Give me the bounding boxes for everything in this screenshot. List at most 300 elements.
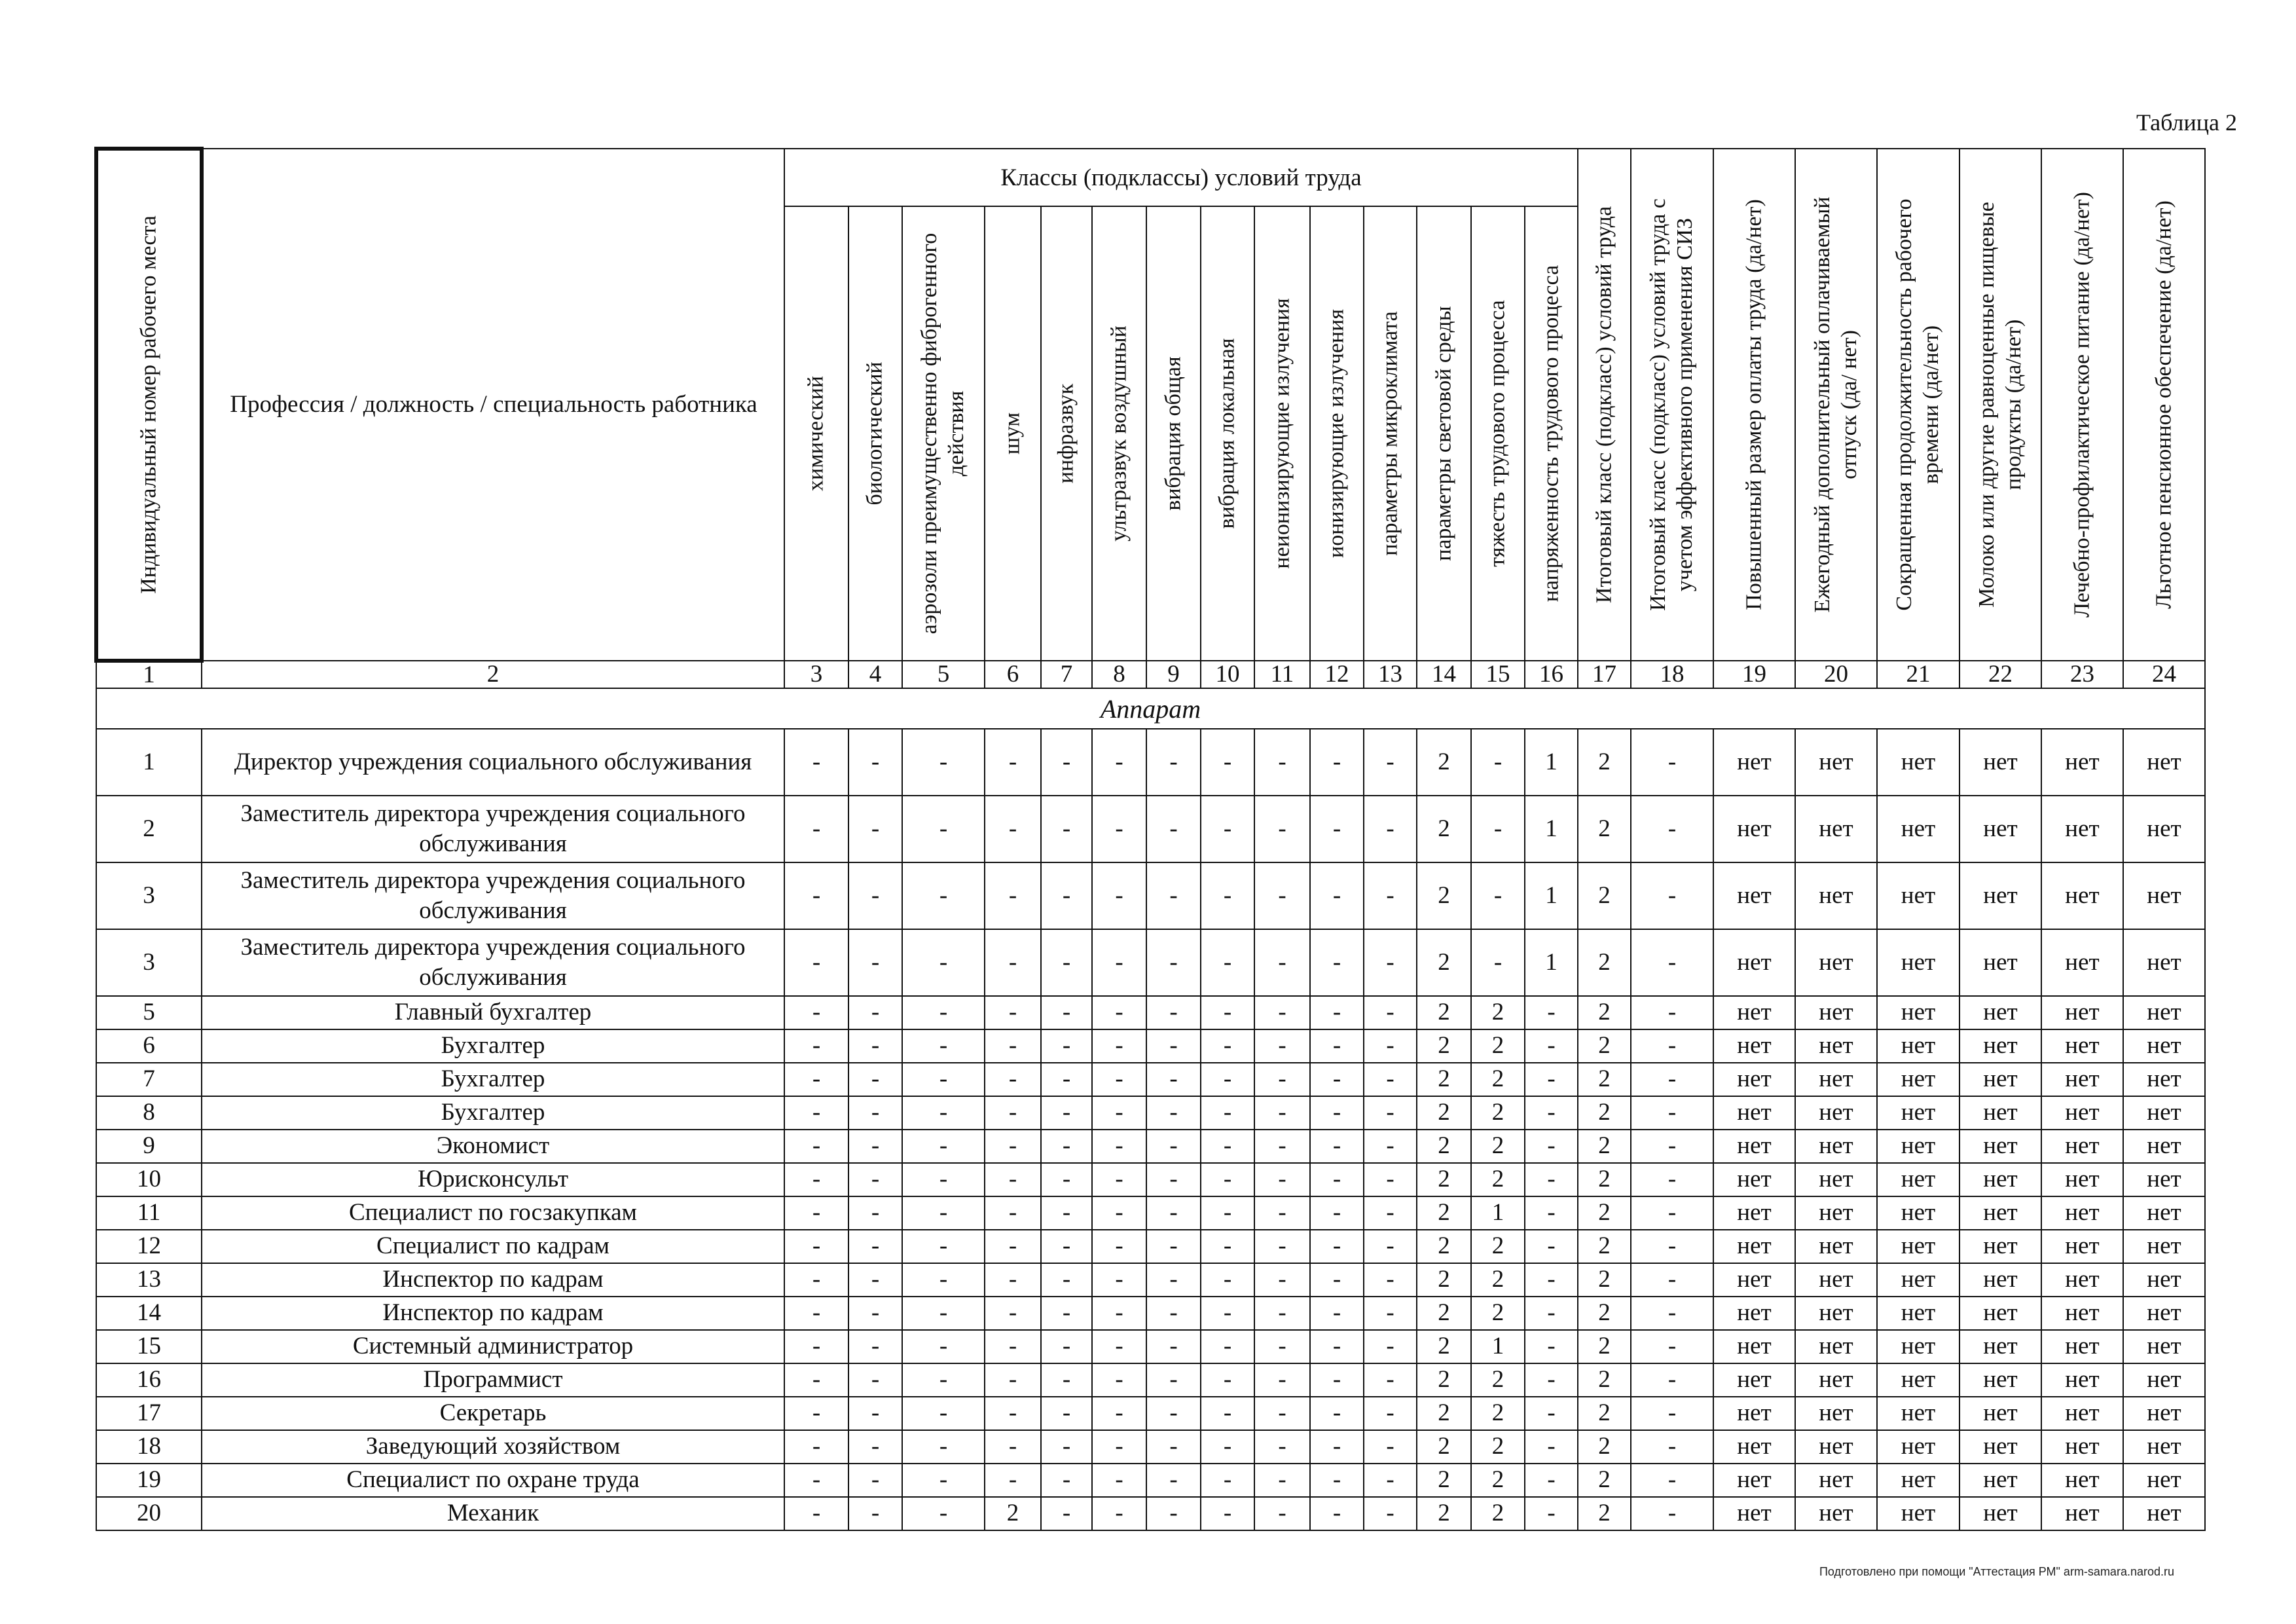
value-cell: -: [1201, 1497, 1254, 1530]
value-cell: -: [1631, 996, 1713, 1029]
value-cell: 2: [1578, 1029, 1631, 1063]
value-cell: нет: [1795, 1363, 1877, 1397]
value-cell: нет: [1877, 862, 1959, 929]
value-cell: -: [1364, 862, 1417, 929]
value-cell: нет: [2123, 1397, 2205, 1430]
factor-header-10-label: вибрация локальная: [1214, 338, 1239, 529]
value-cell: -: [1254, 729, 1310, 796]
value-cell: нет: [1713, 996, 1795, 1029]
value-cell: -: [1525, 1330, 1578, 1363]
value-cell: -: [902, 1029, 985, 1063]
workplace-number-cell: 19: [96, 1464, 202, 1497]
value-cell: -: [1254, 1063, 1310, 1096]
value-cell: 1: [1525, 796, 1578, 862]
value-cell: -: [902, 996, 985, 1029]
value-cell: -: [784, 1363, 848, 1397]
value-cell: -: [1310, 929, 1364, 996]
value-cell: 2: [1578, 1230, 1631, 1263]
value-cell: -: [1201, 1363, 1254, 1397]
workplace-number-cell: 14: [96, 1297, 202, 1330]
value-cell: нет: [1877, 1497, 1959, 1530]
value-cell: нет: [2123, 1297, 2205, 1330]
value-cell: 2: [1471, 1430, 1525, 1464]
value-cell: -: [1201, 1163, 1254, 1196]
summary-header-21-label: Сокращенная продолжительность рабочего времени (да/нет): [1892, 198, 1943, 611]
value-cell: нет: [1795, 1330, 1877, 1363]
value-cell: нет: [2123, 1029, 2205, 1063]
value-cell: нет: [2041, 1130, 2123, 1163]
value-cell: -: [985, 1363, 1041, 1397]
value-cell: -: [1631, 1330, 1713, 1363]
value-cell: 2: [1471, 1029, 1525, 1063]
value-cell: 2: [1417, 1063, 1471, 1096]
value-cell: нет: [1795, 1297, 1877, 1330]
value-cell: нет: [1713, 1497, 1795, 1530]
value-cell: -: [985, 1063, 1041, 1096]
workplace-number-cell: 12: [96, 1230, 202, 1263]
value-cell: -: [1310, 1430, 1364, 1464]
column-number: 7: [1041, 661, 1092, 688]
value-cell: 2: [1471, 1230, 1525, 1263]
value-cell: -: [1146, 996, 1201, 1029]
profession-cell: Бухгалтер: [202, 1096, 784, 1130]
value-cell: -: [1146, 1263, 1201, 1297]
value-cell: нет: [2041, 1230, 2123, 1263]
value-cell: -: [1092, 1029, 1146, 1063]
value-cell: -: [1631, 796, 1713, 862]
value-cell: -: [1092, 1430, 1146, 1464]
column-number: 20: [1795, 661, 1877, 688]
value-cell: нет: [1713, 1196, 1795, 1230]
value-cell: -: [1092, 1130, 1146, 1163]
value-cell: -: [985, 1330, 1041, 1363]
factor-header-5: [902, 206, 985, 661]
value-cell: -: [1201, 996, 1254, 1029]
profession-cell: Бухгалтер: [202, 1063, 784, 1096]
value-cell: -: [902, 1230, 985, 1263]
value-cell: 2: [1578, 1330, 1631, 1363]
value-cell: -: [1471, 862, 1525, 929]
table-row: [96, 929, 2205, 996]
value-cell: -: [1146, 1196, 1201, 1230]
value-cell: 2: [1471, 1464, 1525, 1497]
value-cell: -: [1201, 1430, 1254, 1464]
value-cell: -: [1146, 796, 1201, 862]
value-cell: нет: [2123, 1130, 2205, 1163]
profession-cell: Специалист по госзакупкам: [202, 1196, 784, 1230]
column-number-row: [96, 661, 2205, 688]
value-cell: -: [1041, 929, 1092, 996]
value-cell: нет: [1795, 1063, 1877, 1096]
value-cell: -: [1146, 1363, 1201, 1397]
value-cell: -: [1254, 862, 1310, 929]
value-cell: -: [1364, 1430, 1417, 1464]
summary-header-21: [1877, 149, 1959, 661]
value-cell: нет: [1795, 1430, 1877, 1464]
value-cell: -: [1525, 1430, 1578, 1464]
value-cell: нет: [2123, 996, 2205, 1029]
value-cell: нет: [2041, 1330, 2123, 1363]
value-cell: 2: [1417, 1130, 1471, 1163]
profession-cell: Заместитель директора учреждения социального обслуживания: [202, 796, 784, 862]
workplace-number-cell: 17: [96, 1397, 202, 1430]
table-header: [96, 149, 2205, 688]
value-cell: -: [902, 1497, 985, 1530]
value-cell: -: [1041, 1430, 1092, 1464]
value-cell: -: [1201, 729, 1254, 796]
value-cell: нет: [1795, 1397, 1877, 1430]
value-cell: -: [1041, 1297, 1092, 1330]
value-cell: -: [1525, 1163, 1578, 1196]
table-row: [96, 1029, 2205, 1063]
value-cell: нет: [2123, 796, 2205, 862]
value-cell: нет: [1959, 1330, 2041, 1363]
value-cell: нет: [1959, 929, 2041, 996]
value-cell: -: [1146, 1464, 1201, 1497]
value-cell: -: [1310, 996, 1364, 1029]
workplace-number-cell: 20: [96, 1497, 202, 1530]
value-cell: -: [1041, 1163, 1092, 1196]
value-cell: 2: [1471, 1497, 1525, 1530]
value-cell: 2: [1578, 1163, 1631, 1196]
summary-header-23: [2041, 149, 2123, 661]
value-cell: -: [902, 1430, 985, 1464]
value-cell: -: [848, 1297, 902, 1330]
value-cell: -: [848, 1363, 902, 1397]
value-cell: -: [1364, 1397, 1417, 1430]
value-cell: нет: [1795, 862, 1877, 929]
value-cell: нет: [1877, 1163, 1959, 1196]
value-cell: 2: [1417, 1330, 1471, 1363]
value-cell: нет: [1959, 1497, 2041, 1530]
value-cell: -: [1092, 1363, 1146, 1397]
value-cell: -: [1310, 1230, 1364, 1263]
value-cell: 2: [1417, 1363, 1471, 1397]
profession-cell: Заместитель директора учреждения социального обслуживания: [202, 862, 784, 929]
value-cell: -: [985, 1464, 1041, 1497]
value-cell: -: [1092, 1063, 1146, 1096]
value-cell: нет: [2123, 1330, 2205, 1363]
value-cell: -: [784, 729, 848, 796]
value-cell: -: [1146, 729, 1201, 796]
value-cell: -: [985, 1029, 1041, 1063]
value-cell: нет: [1713, 1029, 1795, 1063]
value-cell: -: [1310, 862, 1364, 929]
value-cell: нет: [1959, 1063, 2041, 1096]
column-number: 1: [96, 661, 202, 688]
value-cell: нет: [2123, 929, 2205, 996]
value-cell: нет: [1795, 1163, 1877, 1196]
value-cell: нет: [1713, 1230, 1795, 1263]
workplace-number-cell: 11: [96, 1196, 202, 1230]
column-number: 6: [985, 661, 1041, 688]
value-cell: -: [1092, 996, 1146, 1029]
workplace-number-cell: 3: [96, 929, 202, 996]
value-cell: нет: [1959, 1230, 2041, 1263]
value-cell: нет: [2041, 996, 2123, 1029]
value-cell: -: [1631, 1397, 1713, 1430]
value-cell: -: [902, 1196, 985, 1230]
value-cell: нет: [1877, 1397, 1959, 1430]
value-cell: 2: [1578, 1430, 1631, 1464]
value-cell: нет: [2123, 1263, 2205, 1297]
value-cell: нет: [2041, 1096, 2123, 1130]
table-row: [96, 1096, 2205, 1130]
factor-header-6: [985, 206, 1041, 661]
workplace-number-cell: 1: [96, 729, 202, 796]
value-cell: -: [1146, 1430, 1201, 1464]
value-cell: -: [985, 1130, 1041, 1163]
value-cell: -: [1364, 1063, 1417, 1096]
value-cell: 2: [1578, 1397, 1631, 1430]
column-number: 21: [1877, 661, 1959, 688]
factor-header-14-label: параметры световой среды: [1431, 306, 1456, 561]
value-cell: -: [848, 1464, 902, 1497]
value-cell: -: [1364, 729, 1417, 796]
value-cell: -: [1310, 1196, 1364, 1230]
column-number: 15: [1471, 661, 1525, 688]
value-cell: нет: [1713, 1263, 1795, 1297]
value-cell: -: [985, 729, 1041, 796]
value-cell: нет: [1713, 1063, 1795, 1096]
value-cell: нет: [1795, 729, 1877, 796]
factor-header-11-label: неионизирующие излучения: [1269, 298, 1294, 569]
value-cell: 2: [1578, 729, 1631, 796]
value-cell: -: [902, 929, 985, 996]
table-row: [96, 996, 2205, 1029]
value-cell: -: [1364, 1029, 1417, 1063]
value-cell: 2: [1578, 1464, 1631, 1497]
value-cell: -: [848, 1263, 902, 1297]
value-cell: -: [1631, 1263, 1713, 1297]
factor-header-4-label: биологический: [862, 361, 887, 506]
value-cell: -: [1364, 1230, 1417, 1263]
value-cell: -: [1364, 1096, 1417, 1130]
value-cell: -: [1041, 862, 1092, 929]
value-cell: -: [1041, 1063, 1092, 1096]
value-cell: -: [1310, 729, 1364, 796]
value-cell: -: [784, 1330, 848, 1363]
profession-cell: Главный бухгалтер: [202, 996, 784, 1029]
column-number: 9: [1146, 661, 1201, 688]
value-cell: -: [1041, 1497, 1092, 1530]
value-cell: -: [1631, 1130, 1713, 1163]
column-number: 18: [1631, 661, 1713, 688]
value-cell: -: [1525, 1130, 1578, 1163]
value-cell: -: [848, 1430, 902, 1464]
value-cell: -: [1092, 929, 1146, 996]
value-cell: -: [1041, 1363, 1092, 1397]
value-cell: нет: [1713, 1130, 1795, 1163]
value-cell: -: [784, 1196, 848, 1230]
summary-header-22: [1959, 149, 2041, 661]
value-cell: нет: [1877, 729, 1959, 796]
value-cell: нет: [2041, 1397, 2123, 1430]
value-cell: 2: [1471, 1163, 1525, 1196]
value-cell: -: [848, 929, 902, 996]
workplace-number-header-label: Индивидуальный номер рабочего места: [136, 215, 161, 594]
factor-header-12-label: ионизирующие излучения: [1324, 309, 1349, 559]
value-cell: -: [1631, 1163, 1713, 1196]
value-cell: -: [1254, 1263, 1310, 1297]
value-cell: нет: [1877, 1464, 1959, 1497]
value-cell: -: [1092, 1297, 1146, 1330]
factor-header-13: [1364, 206, 1417, 661]
value-cell: нет: [2041, 1263, 2123, 1297]
factor-header-10: [1201, 206, 1254, 661]
value-cell: -: [1310, 1029, 1364, 1063]
value-cell: нет: [1959, 1297, 2041, 1330]
workplace-number-cell: 8: [96, 1096, 202, 1130]
value-cell: нет: [2041, 1063, 2123, 1096]
value-cell: -: [1525, 1263, 1578, 1297]
column-number: 13: [1364, 661, 1417, 688]
column-number: 16: [1525, 661, 1578, 688]
value-cell: -: [1201, 1230, 1254, 1263]
value-cell: -: [1041, 1330, 1092, 1363]
factor-header-15-label: тяжесть трудового процесса: [1485, 300, 1510, 567]
value-cell: -: [985, 1196, 1041, 1230]
value-cell: нет: [1877, 996, 1959, 1029]
column-number: 17: [1578, 661, 1631, 688]
value-cell: нет: [2041, 1029, 2123, 1063]
value-cell: -: [902, 1063, 985, 1096]
value-cell: -: [1254, 1163, 1310, 1196]
summary-header-20: [1795, 149, 1877, 661]
value-cell: 2: [1417, 1464, 1471, 1497]
summary-header-23-label: Лечебно-профилактическое питание (да/нет): [2069, 192, 2094, 618]
value-cell: нет: [1877, 1363, 1959, 1397]
value-cell: 1: [1525, 929, 1578, 996]
value-cell: нет: [1877, 1263, 1959, 1297]
value-cell: -: [784, 996, 848, 1029]
value-cell: 2: [1417, 1230, 1471, 1263]
column-number: 5: [902, 661, 985, 688]
table-row: [96, 1130, 2205, 1163]
factor-header-12: [1310, 206, 1364, 661]
profession-cell: Заведующий хозяйством: [202, 1430, 784, 1464]
workplace-number-cell: 18: [96, 1430, 202, 1464]
factor-header-3: [784, 206, 848, 661]
value-cell: -: [1525, 1397, 1578, 1430]
value-cell: -: [1364, 1297, 1417, 1330]
value-cell: -: [1041, 1464, 1092, 1497]
column-number: 2: [202, 661, 784, 688]
value-cell: -: [1631, 1063, 1713, 1096]
value-cell: -: [1310, 796, 1364, 862]
value-cell: 2: [1471, 1130, 1525, 1163]
summary-header-24-label: Льготное пенсионное обеспечение (да/нет): [2151, 200, 2176, 609]
value-cell: 1: [1471, 1196, 1525, 1230]
value-cell: 2: [1417, 1163, 1471, 1196]
value-cell: 2: [1471, 1096, 1525, 1130]
value-cell: -: [1092, 1196, 1146, 1230]
value-cell: нет: [2123, 1230, 2205, 1263]
value-cell: 2: [1578, 1063, 1631, 1096]
value-cell: -: [1310, 1163, 1364, 1196]
value-cell: -: [1310, 1063, 1364, 1096]
value-cell: -: [1146, 1230, 1201, 1263]
value-cell: нет: [2041, 1497, 2123, 1530]
value-cell: нет: [1713, 729, 1795, 796]
value-cell: -: [1201, 1263, 1254, 1297]
value-cell: -: [1254, 1096, 1310, 1130]
table-row: [96, 1397, 2205, 1430]
value-cell: нет: [2041, 729, 2123, 796]
value-cell: -: [902, 729, 985, 796]
table-row: [96, 1230, 2205, 1263]
value-cell: -: [1310, 1297, 1364, 1330]
value-cell: 2: [1417, 729, 1471, 796]
value-cell: -: [902, 1263, 985, 1297]
column-number: 3: [784, 661, 848, 688]
value-cell: -: [1254, 1029, 1310, 1063]
value-cell: 2: [1578, 862, 1631, 929]
value-cell: нет: [2041, 1430, 2123, 1464]
value-cell: -: [1041, 1029, 1092, 1063]
table-row: [96, 1430, 2205, 1464]
workplace-number-cell: 15: [96, 1330, 202, 1363]
profession-cell: Инспектор по кадрам: [202, 1297, 784, 1330]
value-cell: нет: [1877, 1297, 1959, 1330]
value-cell: -: [1146, 1029, 1201, 1063]
value-cell: -: [1631, 1196, 1713, 1230]
value-cell: нет: [2041, 796, 2123, 862]
column-number: 11: [1254, 661, 1310, 688]
table-row: [96, 1297, 2205, 1330]
value-cell: нет: [2123, 1163, 2205, 1196]
classes-group-header: Классы (подклассы) условий труда: [784, 149, 1578, 206]
factor-header-7: [1041, 206, 1092, 661]
value-cell: -: [848, 862, 902, 929]
table-row: [96, 1196, 2205, 1230]
value-cell: нет: [1713, 929, 1795, 996]
value-cell: нет: [2123, 1096, 2205, 1130]
value-cell: -: [848, 1029, 902, 1063]
value-cell: -: [848, 796, 902, 862]
factor-header-3-label: химический: [803, 376, 828, 492]
value-cell: нет: [1877, 1196, 1959, 1230]
profession-cell: Бухгалтер: [202, 1029, 784, 1063]
factor-header-13-label: параметры микроклимата: [1377, 311, 1402, 556]
value-cell: -: [1525, 1096, 1578, 1130]
value-cell: -: [1201, 929, 1254, 996]
value-cell: -: [1254, 1230, 1310, 1263]
table-row: [96, 1363, 2205, 1397]
value-cell: -: [848, 1497, 902, 1530]
value-cell: нет: [1795, 1464, 1877, 1497]
value-cell: нет: [1959, 862, 2041, 929]
value-cell: -: [1146, 1163, 1201, 1196]
value-cell: 2: [1578, 1096, 1631, 1130]
value-cell: -: [1201, 862, 1254, 929]
profession-cell: Программист: [202, 1363, 784, 1397]
value-cell: нет: [1959, 1130, 2041, 1163]
value-cell: -: [1146, 1130, 1201, 1163]
value-cell: 2: [1578, 996, 1631, 1029]
value-cell: нет: [2123, 729, 2205, 796]
value-cell: нет: [1713, 1397, 1795, 1430]
value-cell: нет: [2041, 1363, 2123, 1397]
table-row: [96, 796, 2205, 862]
profession-cell: Экономист: [202, 1130, 784, 1163]
value-cell: -: [1092, 729, 1146, 796]
value-cell: -: [1254, 1330, 1310, 1363]
value-cell: -: [1310, 1497, 1364, 1530]
table-row: [96, 862, 2205, 929]
section-title: Аппарат: [96, 688, 2205, 729]
value-cell: -: [1146, 1096, 1201, 1130]
